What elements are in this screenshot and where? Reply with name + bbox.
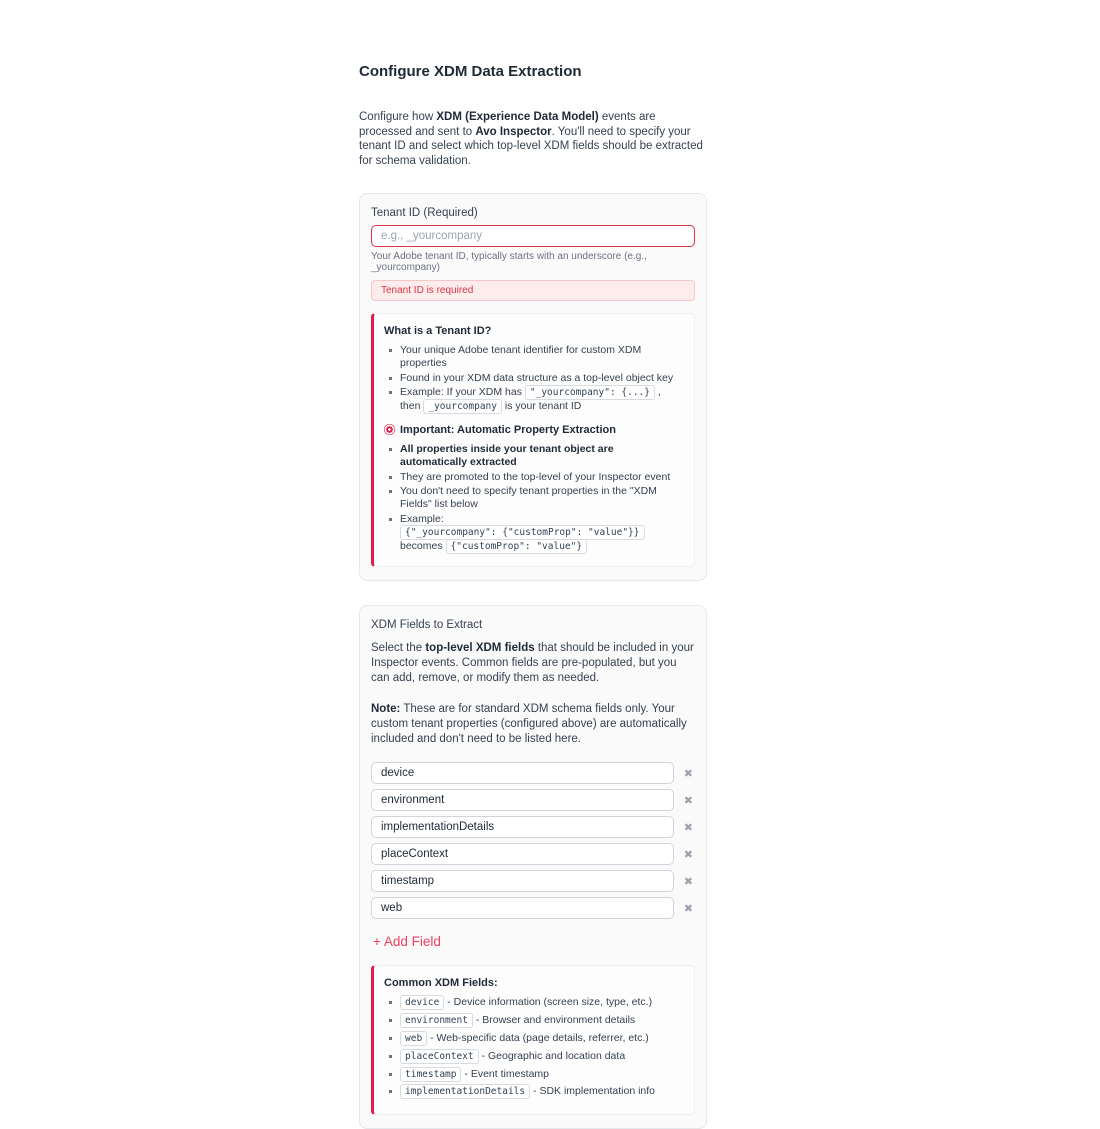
close-icon: ✖ (683, 766, 693, 780)
tenant-id-error-message: Tenant ID is required (371, 280, 695, 301)
xdm-fields-card (359, 605, 707, 1129)
close-icon: ✖ (683, 793, 693, 807)
code-chip: placeContext (400, 1049, 479, 1064)
xdm-field-row (371, 816, 695, 838)
desc-text: that should be included in your Inspector events. Common fields are pre-populated, but you can add, remove, or modify them as needed. (371, 642, 694, 685)
intro-text: Configure how (359, 111, 437, 123)
remove-field-button[interactable] (682, 793, 695, 808)
xdm-field-input-web[interactable] (371, 897, 674, 919)
xdm-field-input-placeContext[interactable] (371, 843, 674, 865)
intro-text: . You'll need to specify your tenant ID and select which top-level XDM fields should be extracted for schema validation. (359, 125, 703, 167)
xdm-field-input-environment[interactable] (371, 789, 674, 811)
info-bullet-text: becomes (400, 539, 446, 552)
common-field-desc: - Browser and environment details (475, 1014, 636, 1027)
info-bullet: Found in your XDM data structure as a top-level object key (384, 372, 682, 385)
desc-text: Select the (371, 642, 426, 655)
remove-field-button[interactable] (682, 901, 695, 916)
xdm-field-input-timestamp[interactable] (371, 870, 674, 892)
xdm-config-page (359, 0, 707, 1129)
info-bullet (384, 386, 682, 414)
code-chip: {"_yourcompany": {"customProp": "value"}} (400, 525, 645, 540)
remove-field-button[interactable] (682, 847, 695, 862)
info-bullet: You don't need to specify tenant properties in the "XDM Fields" list below (384, 485, 682, 511)
common-field-desc: - SDK implementation info (533, 1085, 656, 1098)
xdm-field-row (371, 897, 695, 919)
remove-field-button[interactable] (682, 820, 695, 835)
common-field-item (384, 1085, 682, 1099)
info-heading-important-text: Important: Automatic Property Extraction (400, 423, 616, 436)
intro-bold-avo: Avo Inspector (475, 125, 552, 138)
info-bullet: They are promoted to the top-level of your Inspector event (384, 471, 682, 484)
xdm-fields-description (371, 641, 695, 686)
common-field-item (384, 996, 682, 1010)
code-chip: {"customProp": "value"} (446, 539, 588, 554)
desc-bold: top-level XDM fields (425, 642, 535, 655)
common-field-desc: - Geographic and location data (481, 1049, 626, 1062)
close-icon: ✖ (683, 820, 693, 834)
xdm-field-row (371, 870, 695, 892)
common-field-desc: - Web-specific data (page details, referrer, etc.) (430, 1031, 649, 1044)
common-field-item (384, 1050, 682, 1064)
common-field-item (384, 1068, 682, 1082)
info-heading-what-is-tenant-id: What is a Tenant ID? (384, 325, 492, 337)
target-icon (384, 424, 395, 435)
intro-paragraph (359, 110, 707, 168)
info-bullet (384, 513, 682, 553)
close-icon: ✖ (683, 901, 693, 915)
tenant-id-info-list (384, 344, 682, 414)
close-icon: ✖ (683, 847, 693, 861)
info-bullet: Your unique Adobe tenant identifier for custom XDM properties (384, 344, 682, 370)
xdm-field-input-implementationDetails[interactable] (371, 816, 674, 838)
xdm-field-input-device[interactable] (371, 762, 674, 784)
common-field-item (384, 1014, 682, 1028)
common-field-item (384, 1032, 682, 1046)
page-title: Configure XDM Data Extraction (359, 63, 582, 80)
code-chip: timestamp (400, 1067, 461, 1082)
tenant-id-info-box (371, 313, 695, 567)
common-xdm-fields-box (371, 965, 695, 1115)
info-bullet-text: Example: If your XDM has (400, 386, 525, 399)
xdm-field-row (371, 762, 695, 784)
code-chip: "_yourcompany": {...} (525, 385, 655, 400)
intro-bold-xdm: XDM (Experience Data Model) (436, 111, 599, 123)
info-bullet-text: , then (400, 386, 661, 413)
common-fields-list (384, 996, 682, 1099)
tenant-id-input[interactable] (371, 225, 695, 247)
xdm-field-row (371, 789, 695, 811)
intro-text: events are processed and sent to (359, 111, 656, 138)
xdm-fields-note (371, 702, 695, 747)
common-fields-heading: Common XDM Fields: (384, 977, 498, 990)
code-chip: implementationDetails (400, 1084, 530, 1099)
remove-field-button[interactable] (682, 766, 695, 781)
tenant-id-helper-text: Your Adobe tenant ID, typically starts with an underscore (e.g., _yourcompany) (371, 251, 647, 273)
close-icon: ✖ (683, 874, 693, 888)
xdm-field-row (371, 843, 695, 865)
note-bold: Note: (371, 703, 401, 716)
remove-field-button[interactable] (682, 874, 695, 889)
code-chip: environment (400, 1013, 473, 1028)
code-chip: web (400, 1031, 427, 1046)
info-heading-important (384, 424, 682, 436)
automatic-extraction-info-list (384, 443, 682, 553)
common-field-desc: - Device information (screen size, type, etc.) (447, 996, 653, 1009)
xdm-fields-label: XDM Fields to Extract (371, 619, 483, 632)
note-text: These are for standard XDM schema fields only. Your custom tenant properties (configured above) are automatically included and don't need to be listed here. (371, 703, 687, 746)
info-bullet: All properties inside your tenant object are automatically extracted (384, 443, 682, 469)
tenant-id-card (359, 193, 707, 581)
tenant-id-label: Tenant ID (Required) (371, 207, 478, 219)
code-chip: device (400, 995, 444, 1010)
common-field-desc: - Event timestamp (464, 1067, 550, 1080)
info-bullet-text: is your tenant ID (502, 400, 582, 413)
info-bullet-text: Example: (400, 512, 444, 525)
add-field-button[interactable]: + Add Field (373, 934, 441, 950)
code-chip: _yourcompany (423, 399, 502, 414)
